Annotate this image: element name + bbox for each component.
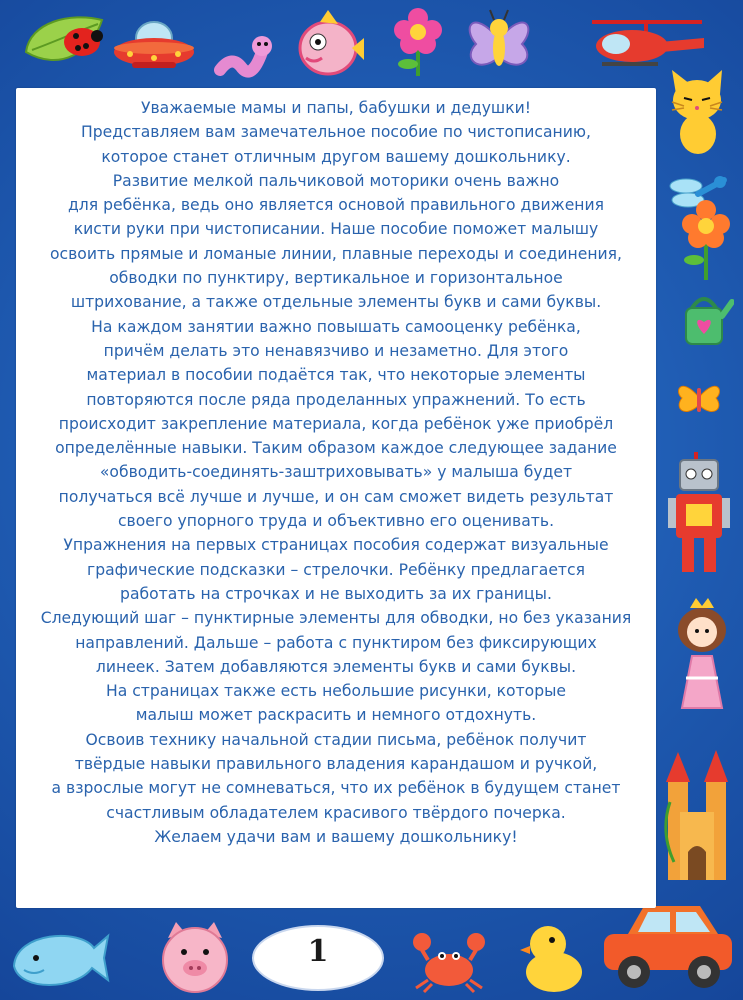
text-line: штрихование, а также отдельные элементы букв и сами буквы. [70, 293, 602, 312]
text-line: для ребёнка, ведь оно является основой правильного движения [67, 196, 604, 215]
text-line: происходит закрепление материала, когда ребёнок уже приобрёл [58, 414, 614, 433]
text-line: «обводить-соединять-заштриховывать» у малыша будет [99, 463, 573, 482]
text-line: повторяются после ряда проделанных упражнений. То есть [86, 390, 586, 409]
text-line: своего упорного труда и объективно его оценивать. [117, 512, 555, 531]
crab-icon [410, 928, 488, 994]
text-line: На страницах также есть небольшие рисунки, которые [105, 682, 567, 701]
car-icon [600, 900, 734, 996]
text-line: а взрослые могут не сомневаться, что их ребёнок в будущем станет [51, 779, 621, 798]
fish-icon [290, 8, 366, 82]
text-line: Следующий шаг – пунктирные элементы для обводки, но без указания [40, 609, 632, 628]
duck-icon [520, 922, 586, 994]
ladybug-on-leaf-icon [20, 12, 108, 74]
helicopter-icon [572, 16, 712, 68]
castle-icon [660, 742, 734, 880]
whale-icon [10, 918, 110, 994]
page-number: 1 [307, 934, 329, 969]
text-line: работать на строчках и не выходить за их границы. [120, 584, 552, 603]
text-line: обводки по пунктиру, вертикальное и горизонтальное [109, 269, 563, 288]
text-line: кисти руки при чистописании. Наше пособие поможет малышу [73, 220, 599, 239]
text-line: малыш может раскрасить и немного отдохнуть. [135, 706, 537, 725]
cat-icon [662, 66, 732, 156]
text-line: Освоив технику начальной стадии письма, ребёнок получит [85, 730, 587, 749]
text-line: материал в пособии подаётся так, что некоторые элементы [86, 366, 586, 385]
text-line: Уважаемые мамы и папы, бабушки и дедушки! [140, 99, 532, 117]
worm-icon [214, 32, 274, 80]
princess-icon [670, 598, 734, 710]
text-line: получаться всё лучше и лучше, и он сам сможет видеть результат [58, 487, 614, 506]
flower-icon [680, 200, 732, 282]
text-line: Упражнения на первых страницах пособия содержат визуальные [63, 536, 609, 555]
watering-can-icon [672, 290, 734, 352]
text-line: определённые навыки. Таким образом каждое следующее задание [55, 439, 617, 458]
text-line: На каждом занятии важно повышать самооценку ребёнка, [91, 317, 581, 336]
text-line: освоить прямые и ломаные линии, плавные переходы и соединения, [49, 244, 622, 263]
robot-icon [668, 452, 730, 578]
text-line: графические подсказки – стрелочки. Ребёнку предлагается [87, 560, 585, 579]
flower-icon [392, 8, 444, 78]
ufo-icon [112, 14, 196, 76]
foreword-text [16, 96, 656, 849]
text-line: Желаем удачи вам и вашему дошкольнику! [154, 827, 518, 846]
text-line: Развитие мелкой пальчиковой моторики очень важно [112, 171, 560, 190]
text-line: твёрдые навыки правильного владения карандашом и ручкой, [74, 755, 598, 774]
text-line: причём делать это ненавязчиво и незаметно. Для этого [103, 341, 569, 360]
pig-icon [158, 920, 232, 996]
text-line: счастливым обладателем красивого твёрдого почерка. [106, 803, 566, 822]
butterfly-icon [674, 376, 724, 420]
text-line: направлений. Дальше – работа с пунктиром без фиксирующих [75, 633, 597, 652]
text-line: которое станет отличным другом вашему дошкольнику. [101, 147, 571, 166]
text-line: Представляем вам замечательное пособие по чистописанию, [81, 123, 591, 142]
text-line: линеек. Затем добавляются элементы букв и сами буквы. [95, 657, 577, 676]
butterfly-icon [462, 8, 536, 80]
